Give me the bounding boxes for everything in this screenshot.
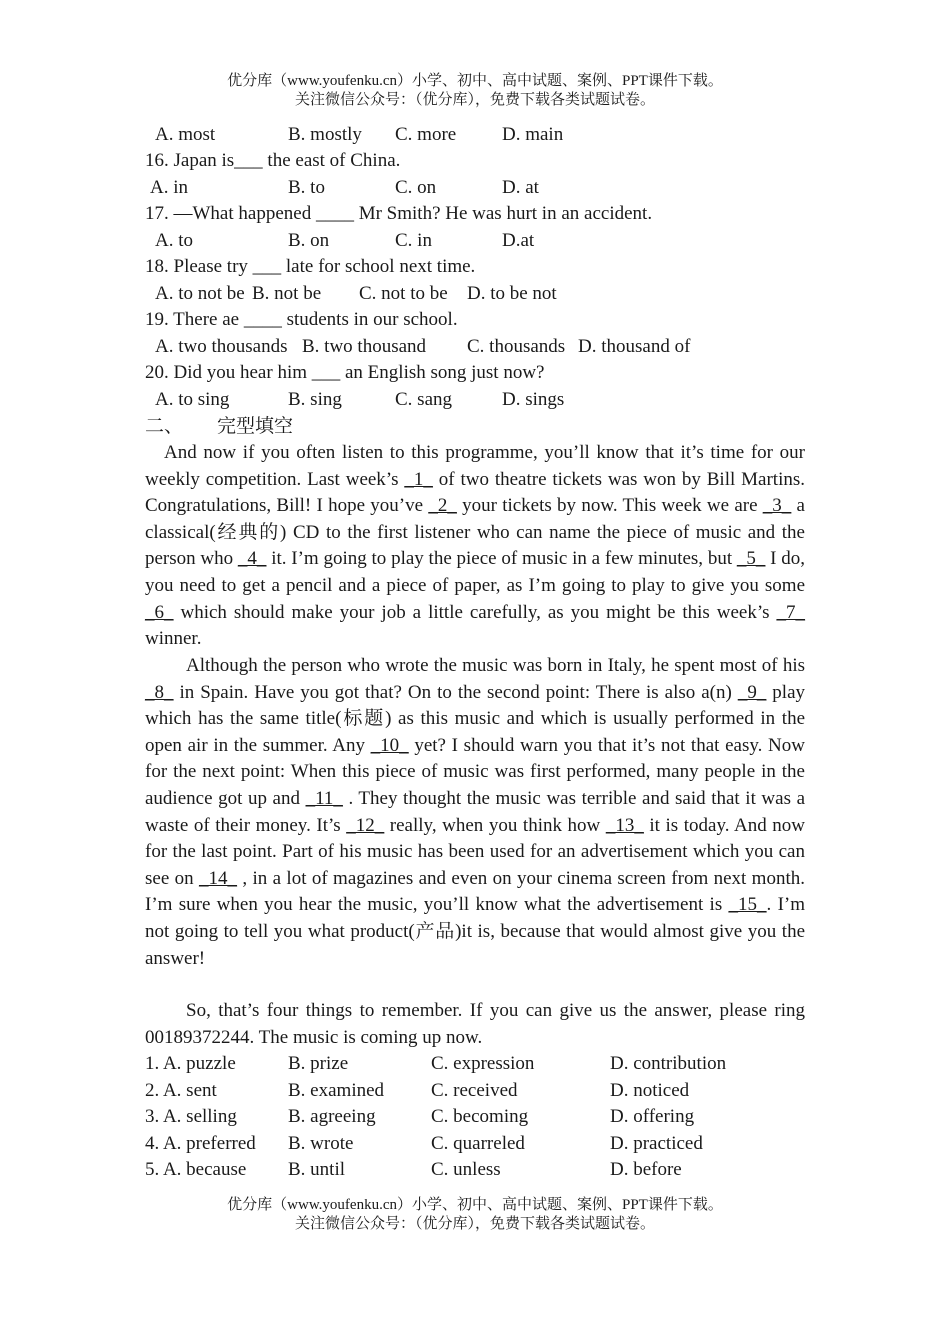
q16-option-d: D. at: [502, 177, 539, 198]
cloze-blank-13: _13_: [605, 814, 644, 836]
cloze-blank-6: _6_: [145, 601, 174, 623]
cloze-5-option-c: C. unless: [431, 1159, 501, 1180]
cloze-blank-10: _10_: [370, 734, 409, 756]
cloze-blank-5: _5_: [736, 548, 766, 570]
q18-stem: 18. Please try ___ late for school next time.: [145, 256, 476, 277]
q15-option-d: D. main: [502, 124, 564, 145]
q16-stem: 16. Japan is___ the east of China.: [145, 150, 401, 171]
q20-stem: 20. Did you hear him ___ an English song just now?: [145, 362, 545, 383]
cloze-2-option-c: C. received: [431, 1080, 518, 1101]
passage-text: And now if you often listen to this programme, you’ll know that it’s time for our weekly competition. Last week’s: [145, 442, 805, 490]
q20-option-a: A. to sing: [155, 389, 230, 410]
cloze-2-option-d: D. noticed: [610, 1080, 690, 1101]
cloze-blank-7: _7_: [776, 601, 805, 623]
passage-text: Although the person who wrote the music was born in Italy, he spent most of his: [186, 655, 805, 676]
q19-option-d: D. thousand of: [578, 336, 691, 357]
passage-text: . They thought the music was terrible and said that it was a waste of their money. It’s: [145, 787, 805, 836]
cloze-5-option-d: D. before: [610, 1159, 682, 1180]
q19-option-c: C. thousands: [467, 336, 566, 357]
cloze-1-option-a: 1. A. puzzle: [145, 1053, 236, 1074]
cloze-5-option-b: B. until: [288, 1159, 346, 1180]
page-header: [0, 72, 950, 110]
q19-option-a: A. two thousands: [155, 336, 288, 357]
passage-text: in Spain. Have you got that? On to the second point: There is also a(n): [173, 681, 738, 703]
cloze-1-option-b: B. prize: [288, 1053, 349, 1074]
passage-paragraph-1: [145, 440, 805, 653]
q17-option-a: A. to: [155, 230, 193, 251]
cloze-3-option-d: D. offering: [610, 1106, 695, 1127]
q16-option-c: C. on: [395, 177, 437, 198]
cloze-4-option-a: 4. A. preferred: [145, 1133, 256, 1154]
passage-paragraph-2: [145, 653, 805, 972]
cloze-2-option-a: 2. A. sent: [145, 1080, 217, 1101]
section-title: 完型填空: [217, 416, 294, 437]
cloze-blank-11: _11_: [305, 787, 343, 809]
q18-option-b: B. not be: [252, 283, 322, 304]
footer-line-2: 关注微信公众号：（优分库），免费下载各类试题试卷。: [294, 1216, 655, 1232]
cloze-blank-1: _1_: [404, 468, 433, 490]
cloze-3-option-a: 3. A. selling: [145, 1106, 237, 1127]
q18-option-d: D. to be not: [467, 283, 557, 304]
passage-text: , in a lot of magazines and even on your cinema screen from next month. I’m sure when you hear the music, you’ll know what the advertisement is: [145, 867, 805, 916]
cloze-3-option-c: C. becoming: [431, 1106, 529, 1127]
q20-option-c: C. sang: [395, 389, 452, 410]
q20-option-b: B. sing: [288, 389, 342, 410]
cloze-5-option-a: 5. A. because: [145, 1159, 247, 1180]
q18-option-c: C. not to be: [359, 283, 448, 304]
header-line-2: 关注微信公众号：（优分库），免费下载各类试题试卷。: [294, 92, 655, 108]
cloze-1-option-c: C. expression: [431, 1053, 535, 1074]
cloze-3-option-b: B. agreeing: [288, 1106, 376, 1127]
cloze-blank-15: _15_: [728, 894, 767, 916]
q16-option-b: B. to: [288, 177, 325, 198]
q17-stem: 17. —What happened ____ Mr Smith? He was hurt in an accident.: [145, 203, 653, 224]
q20-option-d: D. sings: [502, 389, 565, 410]
q18-option-a: A. to not be: [155, 283, 245, 304]
cloze-1-option-d: D. contribution: [610, 1053, 727, 1074]
q15-option-b: B. mostly: [288, 124, 362, 145]
passage-text: your tickets by now. This week we are: [456, 495, 763, 517]
passage-text: . I’m not going to tell you what product(产品)it is, because that would almost give you the answer!: [145, 894, 806, 969]
footer-line-1: 优分库（www.youfenku.cn）小学、初中、高中试题、案例、PPT课件下载。: [227, 1197, 723, 1213]
cloze-2-option-b: B. examined: [288, 1080, 385, 1101]
cloze-4-option-b: B. wrote: [288, 1133, 354, 1154]
cloze-blank-2: _2_: [428, 495, 457, 517]
passage-text: a classical(经典的) CD to the first listener who can name the piece of music and the person who: [145, 495, 805, 570]
cloze-blank-3: _3_: [762, 495, 792, 517]
q16-option-a: A. in: [150, 177, 188, 198]
passage-text: I do, you need to get a pencil and a piece of paper, as I’m going to play to give you some: [145, 548, 805, 596]
q15-option-c: C. more: [395, 124, 457, 145]
cloze-blank-9: _9_: [737, 681, 767, 703]
cloze-blank-8: _8_: [145, 681, 174, 703]
passage-text: play which has the same title(标题) as this music and which is usually performed in the open air in the summer. Any: [145, 681, 805, 756]
passage-text: winner.: [145, 628, 202, 650]
cloze-blank-14: _14_: [199, 867, 237, 889]
cloze-4-option-c: C. quarreled: [431, 1133, 525, 1154]
passage-paragraph-3: So, that’s four things to remember. If you can give us the answer, please ring 00189372244. The music is coming up now.: [145, 1000, 805, 1048]
passage-text: it is today. And now for the last point. Part of his music has been used for an advertisement which you can see on: [145, 814, 805, 889]
section-number: 二、: [145, 416, 184, 437]
passage-text: yet? I should warn you that it’s not that easy. Now for the next point: When this piece of music was first performed, many people in the audience got up and: [145, 734, 805, 809]
cloze-blank-12: _12_: [346, 814, 385, 836]
q15-option-a: A. most: [155, 124, 216, 145]
q17-option-c: C. in: [395, 230, 432, 251]
passage-text: really, when you think how: [384, 814, 606, 836]
q17-option-d: D.at: [502, 230, 535, 251]
header-line-1: 优分库（www.youfenku.cn）小学、初中、高中试题、案例、PPT课件下载。: [227, 73, 723, 89]
passage-text: which should make your job a little carefully, as you might be this week’s: [173, 601, 777, 623]
cloze-4-option-d: D. practiced: [610, 1133, 703, 1154]
q19-option-b: B. two thousand: [302, 336, 427, 357]
cloze-blank-4: _4_: [237, 548, 267, 570]
q19-stem: 19. There ae ____ students in our school.: [145, 309, 458, 330]
q17-option-b: B. on: [288, 230, 330, 251]
passage-text: it. I’m going to play the piece of music in a few minutes, but: [266, 548, 737, 570]
page-footer: [0, 1196, 950, 1234]
passage-text: of two theatre tickets was won by Bill Martins. Congratulations, Bill! I hope you’ve: [145, 468, 805, 517]
